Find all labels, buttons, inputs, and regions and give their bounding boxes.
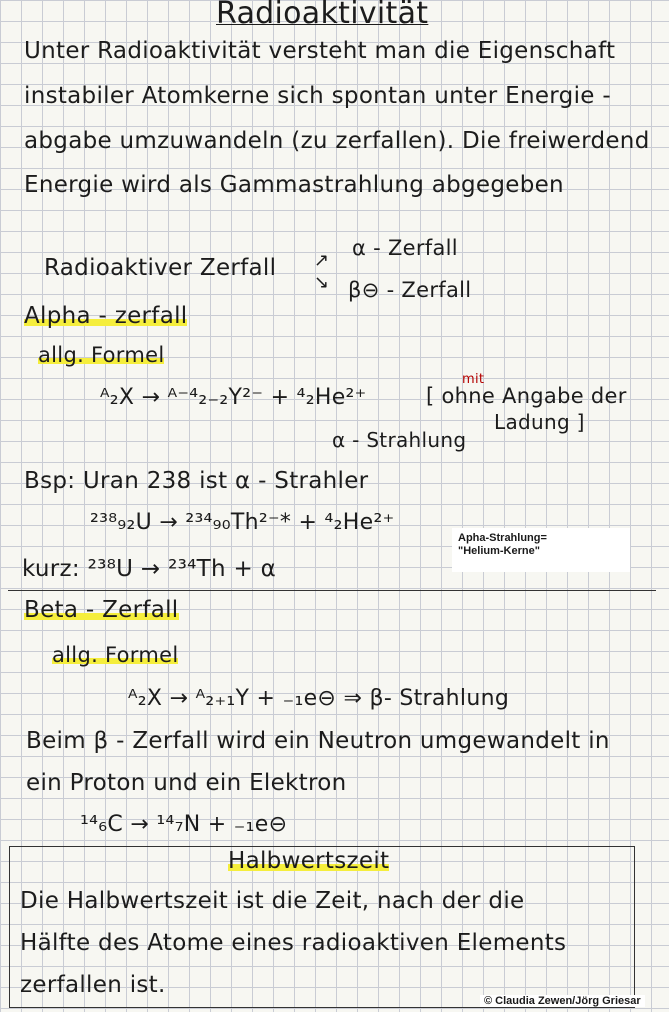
decay-branch-alpha: α - Zerfall: [352, 236, 458, 260]
halflife-line-1: Die Halbwertszeit ist die Zeit, nach der die: [20, 888, 525, 914]
alpha-note: [452, 528, 630, 572]
intro-line-4: Energie wird als Gammastrahlung abgegeben: [24, 172, 564, 198]
alpha-formula: ᴬ₂X → ᴬ⁻⁴₂₋₂Y²⁻ + ⁴₂He²⁺: [100, 385, 367, 410]
beta-text-line-2: ein Proton und ein Elektron: [26, 770, 347, 796]
alpha-example: Bsp: Uran 238 ist α - Strahler: [24, 468, 369, 494]
alpha-heading: Alpha - zerfall: [24, 303, 188, 329]
decay-branch-beta: β⊖ - Zerfall: [348, 278, 472, 302]
intro-line-2: instabiler Atomkerne sich spontan unter Energie -: [24, 83, 611, 109]
intro-line-1: Unter Radioaktivität versteht man die Eigenschaft: [24, 38, 616, 64]
arrow-up-icon: ↗: [314, 250, 330, 271]
halflife-heading: Halbwertszeit: [228, 848, 390, 874]
halflife-line-2: Hälfte des Atome eines radioaktiven Elements: [20, 930, 567, 956]
beta-formula-label: allg. Formel: [52, 643, 179, 667]
alpha-mit: mit: [462, 372, 485, 387]
alpha-note-line-1: Apha-Strahlung=: [458, 532, 547, 544]
page-title: Radioaktivität: [216, 0, 429, 31]
beta-heading: Beta - Zerfall: [24, 597, 179, 623]
arrow-down-icon: ↘: [314, 272, 330, 293]
alpha-strahlung: α - Strahlung: [332, 428, 467, 452]
alpha-example-formula: ²³⁸₉₂U → ²³⁴₉₀Th²⁻* + ⁴₂He²⁺: [90, 510, 395, 535]
beta-example-formula: ¹⁴₆C → ¹⁴₇N + ₋₁e⊖: [80, 812, 288, 837]
decay-label: Radioaktiver Zerfall: [44, 255, 277, 281]
copyright-notice: © Claudia Zewen/Jörg Griesar: [480, 995, 645, 1007]
alpha-note-line-2: "Helium-Kerne": [458, 545, 540, 557]
halflife-line-3: zerfallen ist.: [20, 972, 166, 998]
alpha-bracket: [ ohne Angabe der: [426, 384, 627, 408]
intro-line-3: abgabe umzuwandeln (zu zerfallen). Die freiwerdend: [24, 128, 650, 154]
alpha-formula-label: allg. Formel: [38, 343, 165, 367]
beta-text-line-1: Beim β - Zerfall wird ein Neutron umgewandelt in: [26, 728, 610, 754]
beta-formula: ᴬ₂X → ᴬ₂₊₁Y + ₋₁e⊖ ⇒ β- Strahlung: [128, 686, 510, 711]
section-divider: [8, 590, 656, 591]
alpha-bracket-line2: Ladung ]: [494, 410, 585, 434]
alpha-kurz: kurz: ²³⁸U → ²³⁴Th + α: [22, 556, 277, 582]
